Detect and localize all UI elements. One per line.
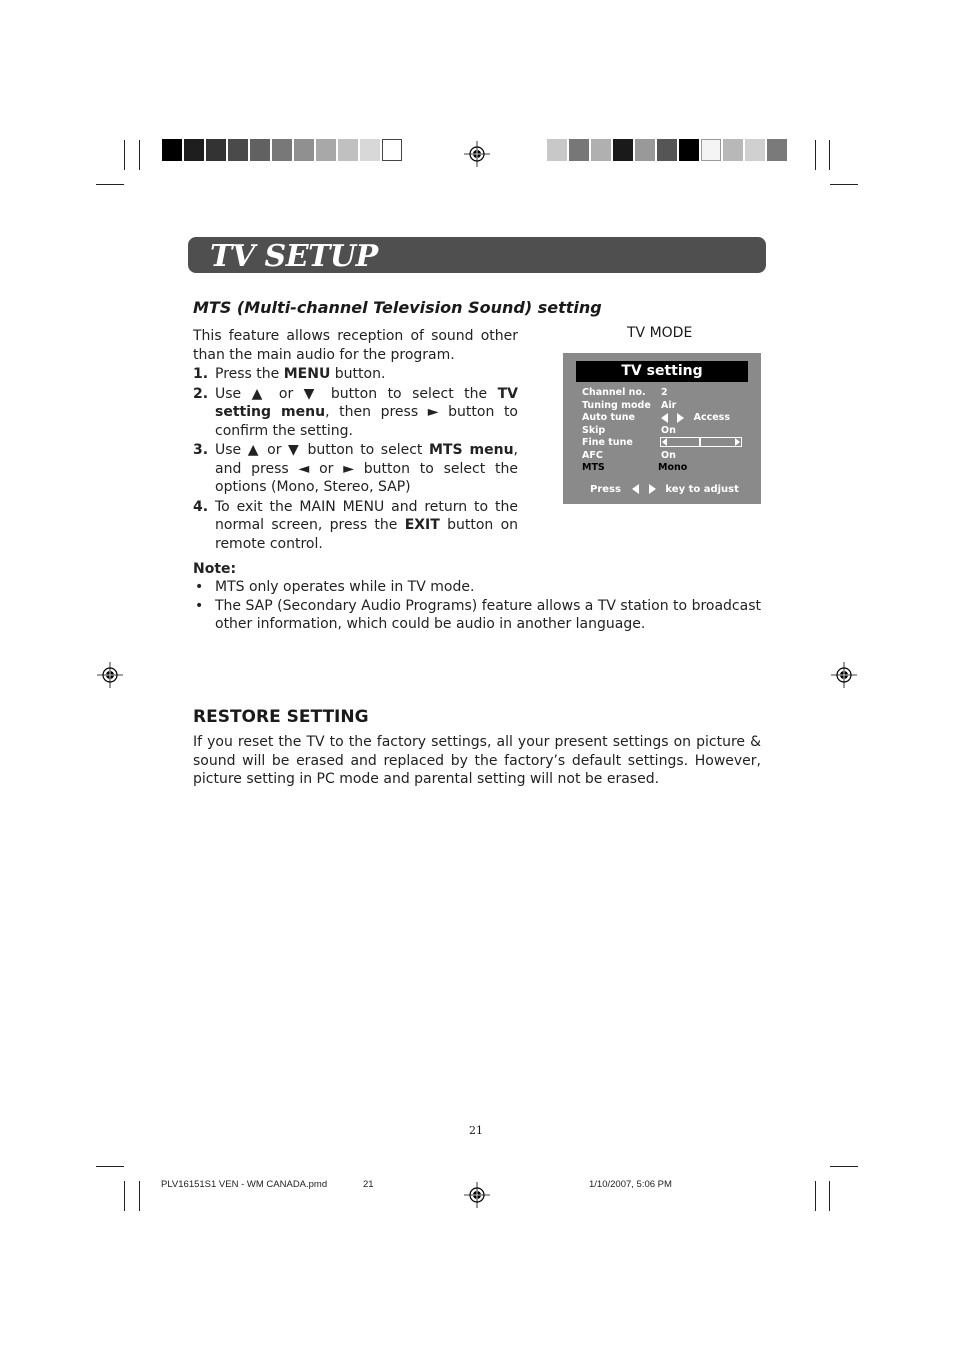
footer-file: PLV16151S1 VEN - WM CANADA.pmd — [161, 1179, 328, 1190]
step-item — [193, 385, 518, 441]
registration-mark-icon — [464, 1182, 490, 1208]
registration-mark-icon — [831, 662, 857, 688]
left-arrow-icon — [661, 413, 668, 423]
left-arrow-icon — [632, 484, 639, 494]
step-item — [193, 498, 518, 554]
left-arrow-icon — [662, 438, 667, 446]
osd-hint — [590, 484, 739, 495]
mts-steps-list — [193, 365, 518, 554]
step-number: 2. — [193, 385, 209, 402]
bullet-icon: • — [195, 597, 204, 614]
right-arrow-icon — [677, 413, 684, 423]
step-text: button. — [330, 366, 386, 382]
step-number: 4. — [193, 498, 209, 515]
restore-body: If you reset the TV to the factory settings, all your present settings on picture & sound will be erased and replaced by the factory’s default settings. However, picture setting in PC mode and parental setting will not be erased. — [193, 734, 761, 787]
osd-label-afc: AFC — [582, 450, 603, 461]
gray-calibration-strip — [162, 139, 402, 161]
step-item — [193, 365, 518, 384]
osd-label-fine-tune: Fine tune — [582, 437, 633, 448]
footer-date: 1/10/2007, 5:06 PM — [589, 1179, 672, 1190]
step-bold: TV setting menu — [215, 385, 518, 420]
step-text: , and press ◄ or ► button to select the options (Mono, Stereo, SAP) — [215, 442, 518, 495]
osd-hint-rest: key to adjust — [665, 484, 739, 495]
step-text: Press the — [215, 366, 284, 382]
step-item — [193, 441, 518, 497]
step-text: Use ▲ or ▼ button to select — [215, 442, 429, 458]
step-bold: EXIT — [404, 517, 440, 533]
osd-value-tuning-mode: Air — [661, 400, 677, 411]
step-bold: MTS menu — [428, 442, 514, 458]
fine-tune-knob — [699, 438, 701, 446]
osd-label-tuning-mode: Tuning mode — [582, 400, 651, 411]
note-text: MTS only operates while in TV mode. — [215, 579, 475, 595]
right-arrow-icon — [649, 484, 656, 494]
osd-label-skip: Skip — [582, 425, 606, 436]
osd-label-channel: Channel no. — [582, 387, 646, 398]
osd-value-channel: 2 — [661, 387, 668, 398]
note-item — [193, 597, 761, 634]
tv-setting-osd — [563, 353, 761, 504]
osd-value-afc: On — [661, 450, 676, 461]
step-text: button on remote control. — [215, 517, 519, 552]
step-text: , then press ► button to confirm the setting. — [215, 404, 518, 439]
registration-mark-icon — [464, 141, 490, 167]
osd-label-mts: MTS — [582, 462, 605, 473]
osd-hint-press: Press — [590, 484, 621, 495]
note-label: Note: — [193, 561, 237, 577]
page-number: 21 — [469, 1124, 483, 1137]
restore-heading: RESTORE SETTING — [193, 707, 369, 727]
notes-list — [193, 578, 761, 634]
mts-intro: This feature allows reception of sound other than the main audio for the program. — [193, 328, 518, 363]
registration-mark-icon — [97, 662, 123, 688]
auto-tune-value: Access — [693, 412, 730, 423]
note-text: The SAP (Secondary Audio Programs) feature allows a TV station to broadcast other information, which could be audio in another language. — [215, 597, 761, 632]
osd-label-auto-tune: Auto tune — [582, 412, 636, 423]
bullet-icon: • — [195, 579, 204, 595]
fine-tune-slider — [660, 437, 742, 447]
note-item — [193, 578, 761, 597]
right-arrow-icon — [735, 438, 740, 446]
step-bold: MENU — [283, 366, 331, 382]
mixed-calibration-strip — [547, 139, 787, 161]
step-number: 3. — [193, 442, 209, 458]
osd-title: TV setting — [576, 361, 748, 382]
osd-value-auto-tune — [661, 412, 730, 424]
osd-value-mts: Mono — [658, 462, 688, 473]
osd-value-skip: On — [661, 425, 676, 436]
step-number: 1. — [193, 366, 209, 382]
footer-page: 21 — [363, 1179, 374, 1190]
step-text: To exit the MAIN MENU and return to the normal screen, press the — [215, 498, 518, 533]
title-bar — [188, 237, 766, 273]
osd-caption: TV MODE — [627, 325, 693, 341]
mts-heading: MTS (Multi-channel Television Sound) setting — [193, 298, 602, 317]
step-text: Use ▲ or ▼ button to select the — [215, 385, 498, 402]
page-title: TV SETUP — [210, 239, 378, 274]
